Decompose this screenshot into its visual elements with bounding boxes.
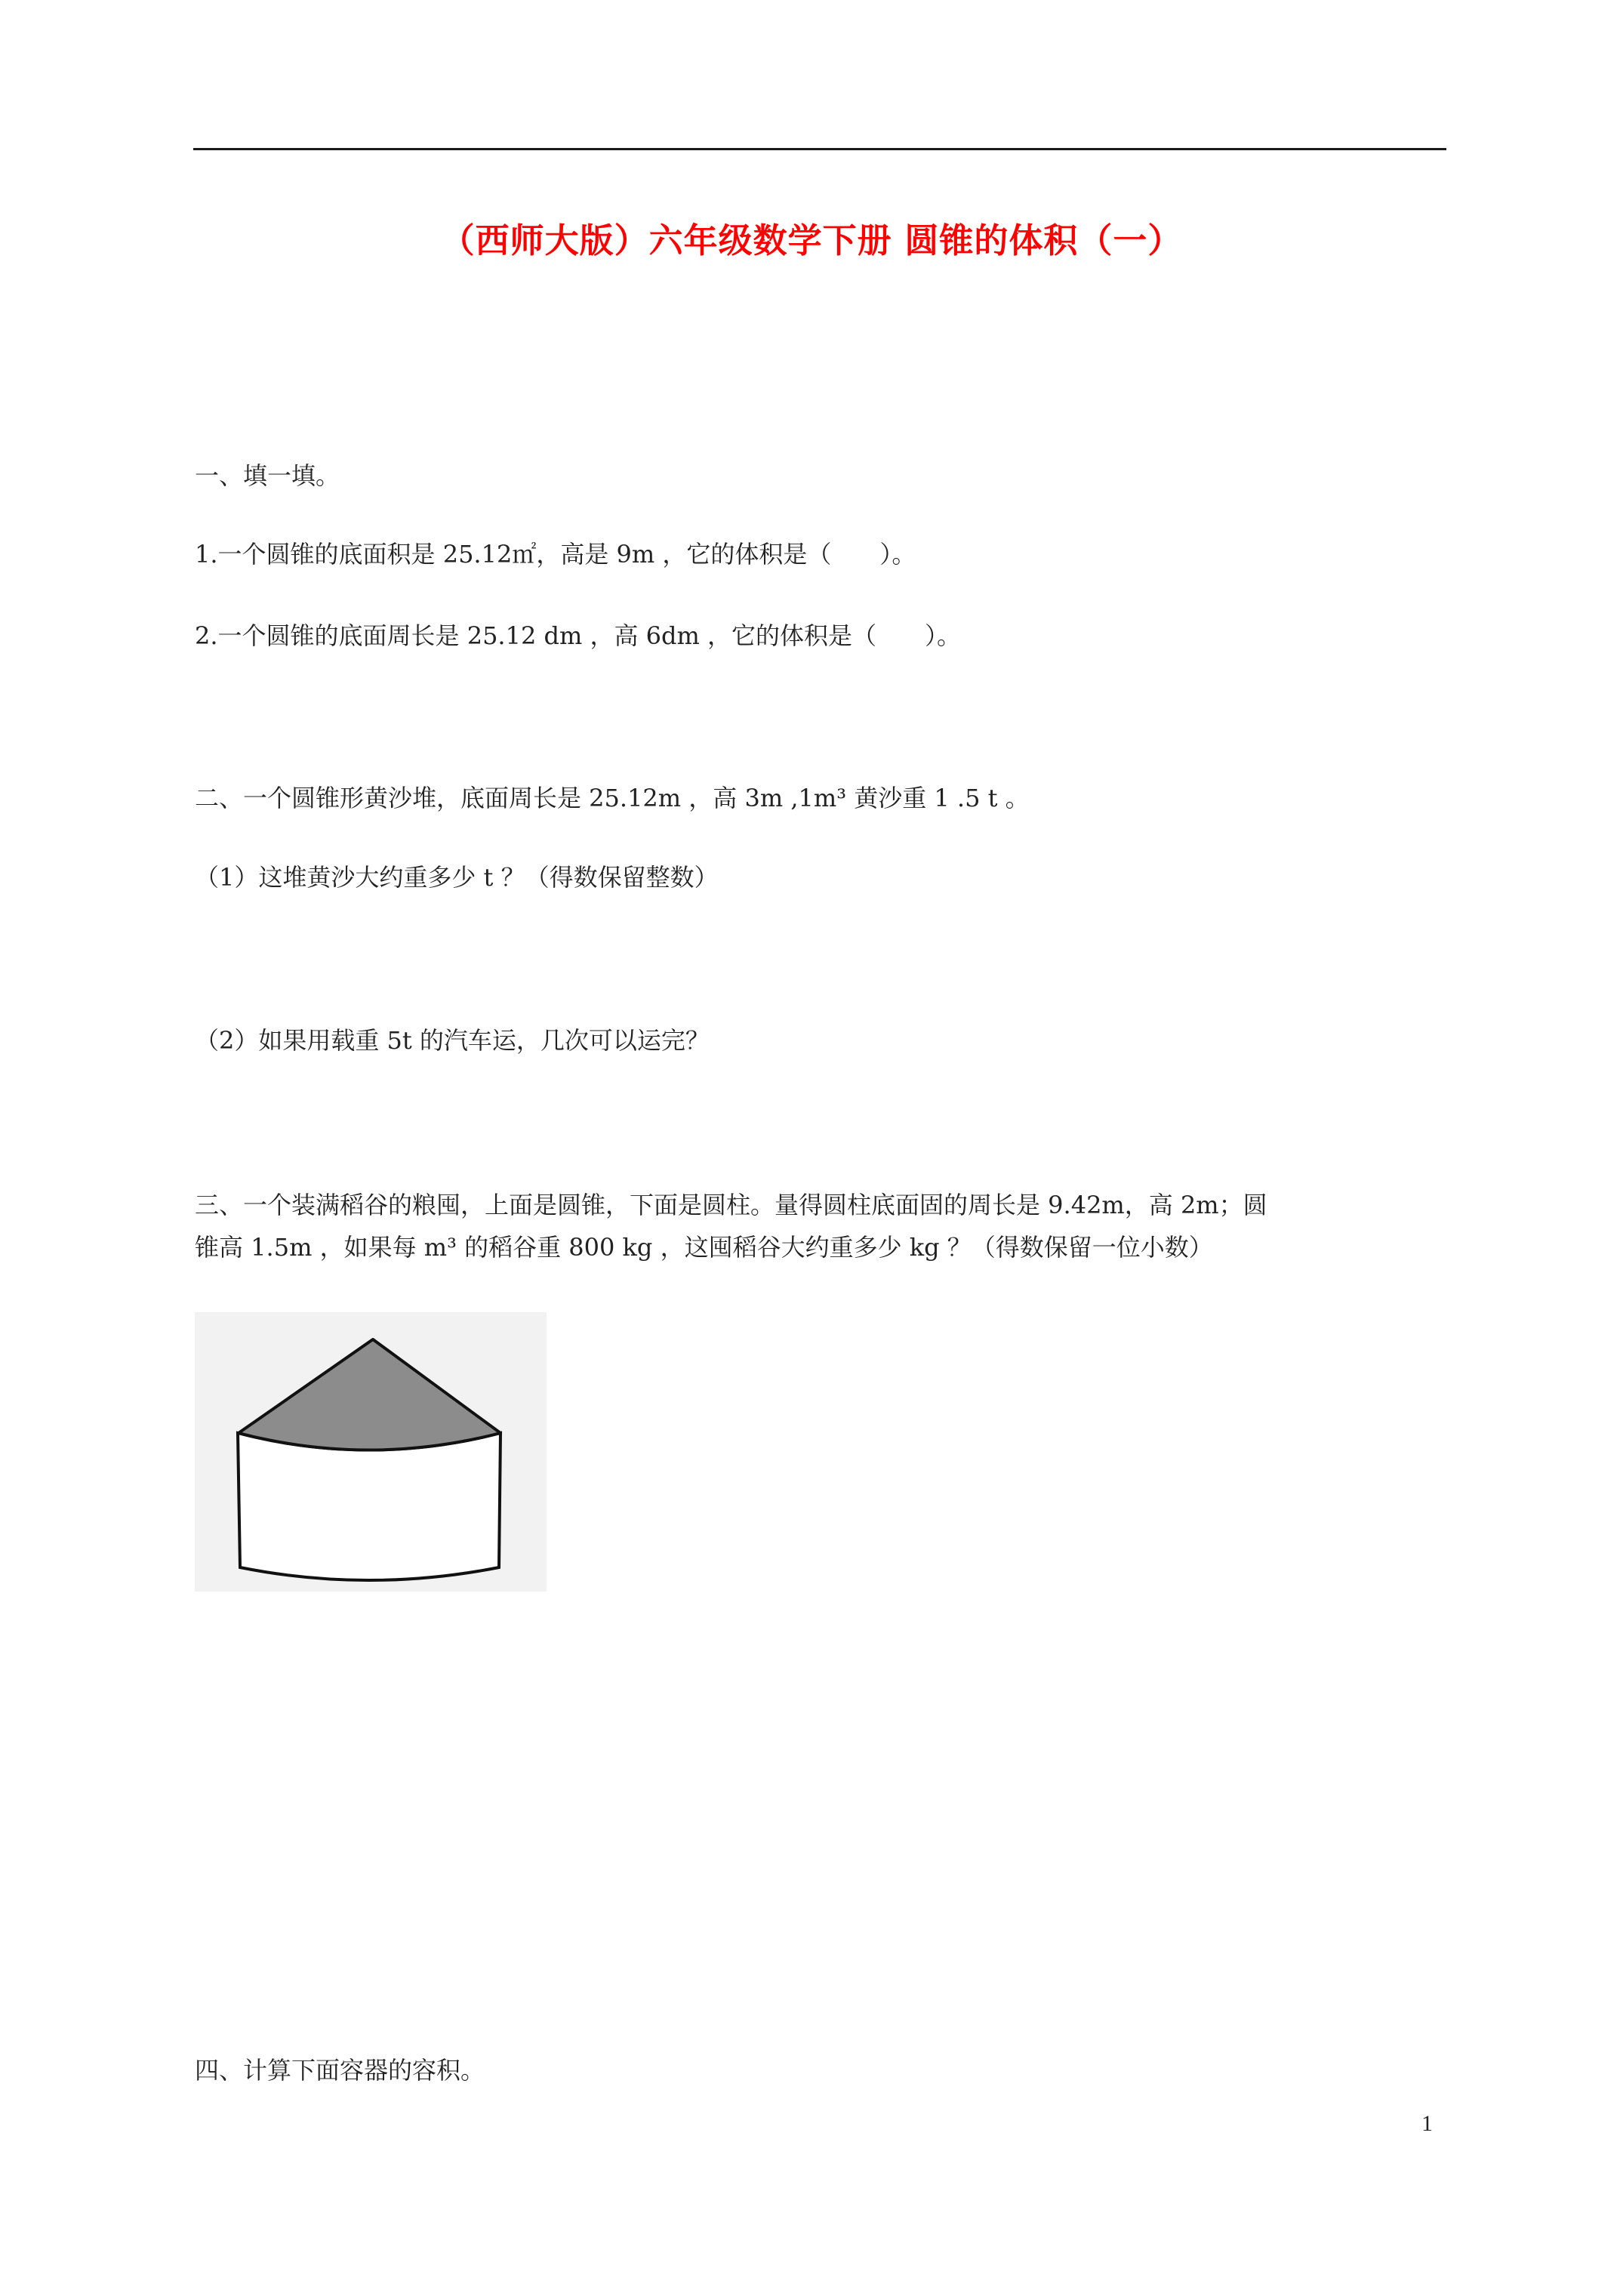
question-2-1: （1）这堆黄沙大约重多少 t ？（得数保留整数） — [195, 863, 719, 892]
header-rule — [193, 148, 1446, 150]
page-number: 1 — [1421, 2111, 1433, 2136]
section-4-heading: 四、计算下面容器的容积。 — [195, 2056, 485, 2085]
section-1-heading: 一、填一填。 — [195, 461, 340, 490]
question-2-2: （2）如果用载重 5t 的汽车运，几次可以运完？ — [195, 1026, 710, 1055]
question-1-2: 2.一个圆锥的底面周长是 25.12 dm ，高 6dm ，它的体积是（ ）。 — [195, 621, 962, 650]
section-2-heading: 二、一个圆锥形黄沙堆，底面周长是 25.12m ，高 3m ,1m³ 黄沙重 1 .5 t 。 — [195, 784, 1030, 812]
cylinder-body — [238, 1433, 500, 1580]
section-3-line-2: 锥高 1.5m ，如果每 m³ 的稻谷重 800 kg ，这囤稻谷大约重多少 kg ？（得数保留一位小数） — [195, 1233, 1213, 1262]
page-title: （西师大版）六年级数学下册 圆锥的体积（一） — [440, 220, 1183, 260]
granary-figure — [195, 1312, 547, 1592]
section-3-line-1: 三、一个装满稻谷的粮囤，上面是圆锥，下面是圆柱。量得圆柱底面固的周长是 9.42m，高 2m；圆 — [195, 1191, 1267, 1219]
question-1-1: 1.一个圆锥的底面积是 25.12㎡，高是 9m ，它的体积是（ ）。 — [195, 540, 916, 569]
